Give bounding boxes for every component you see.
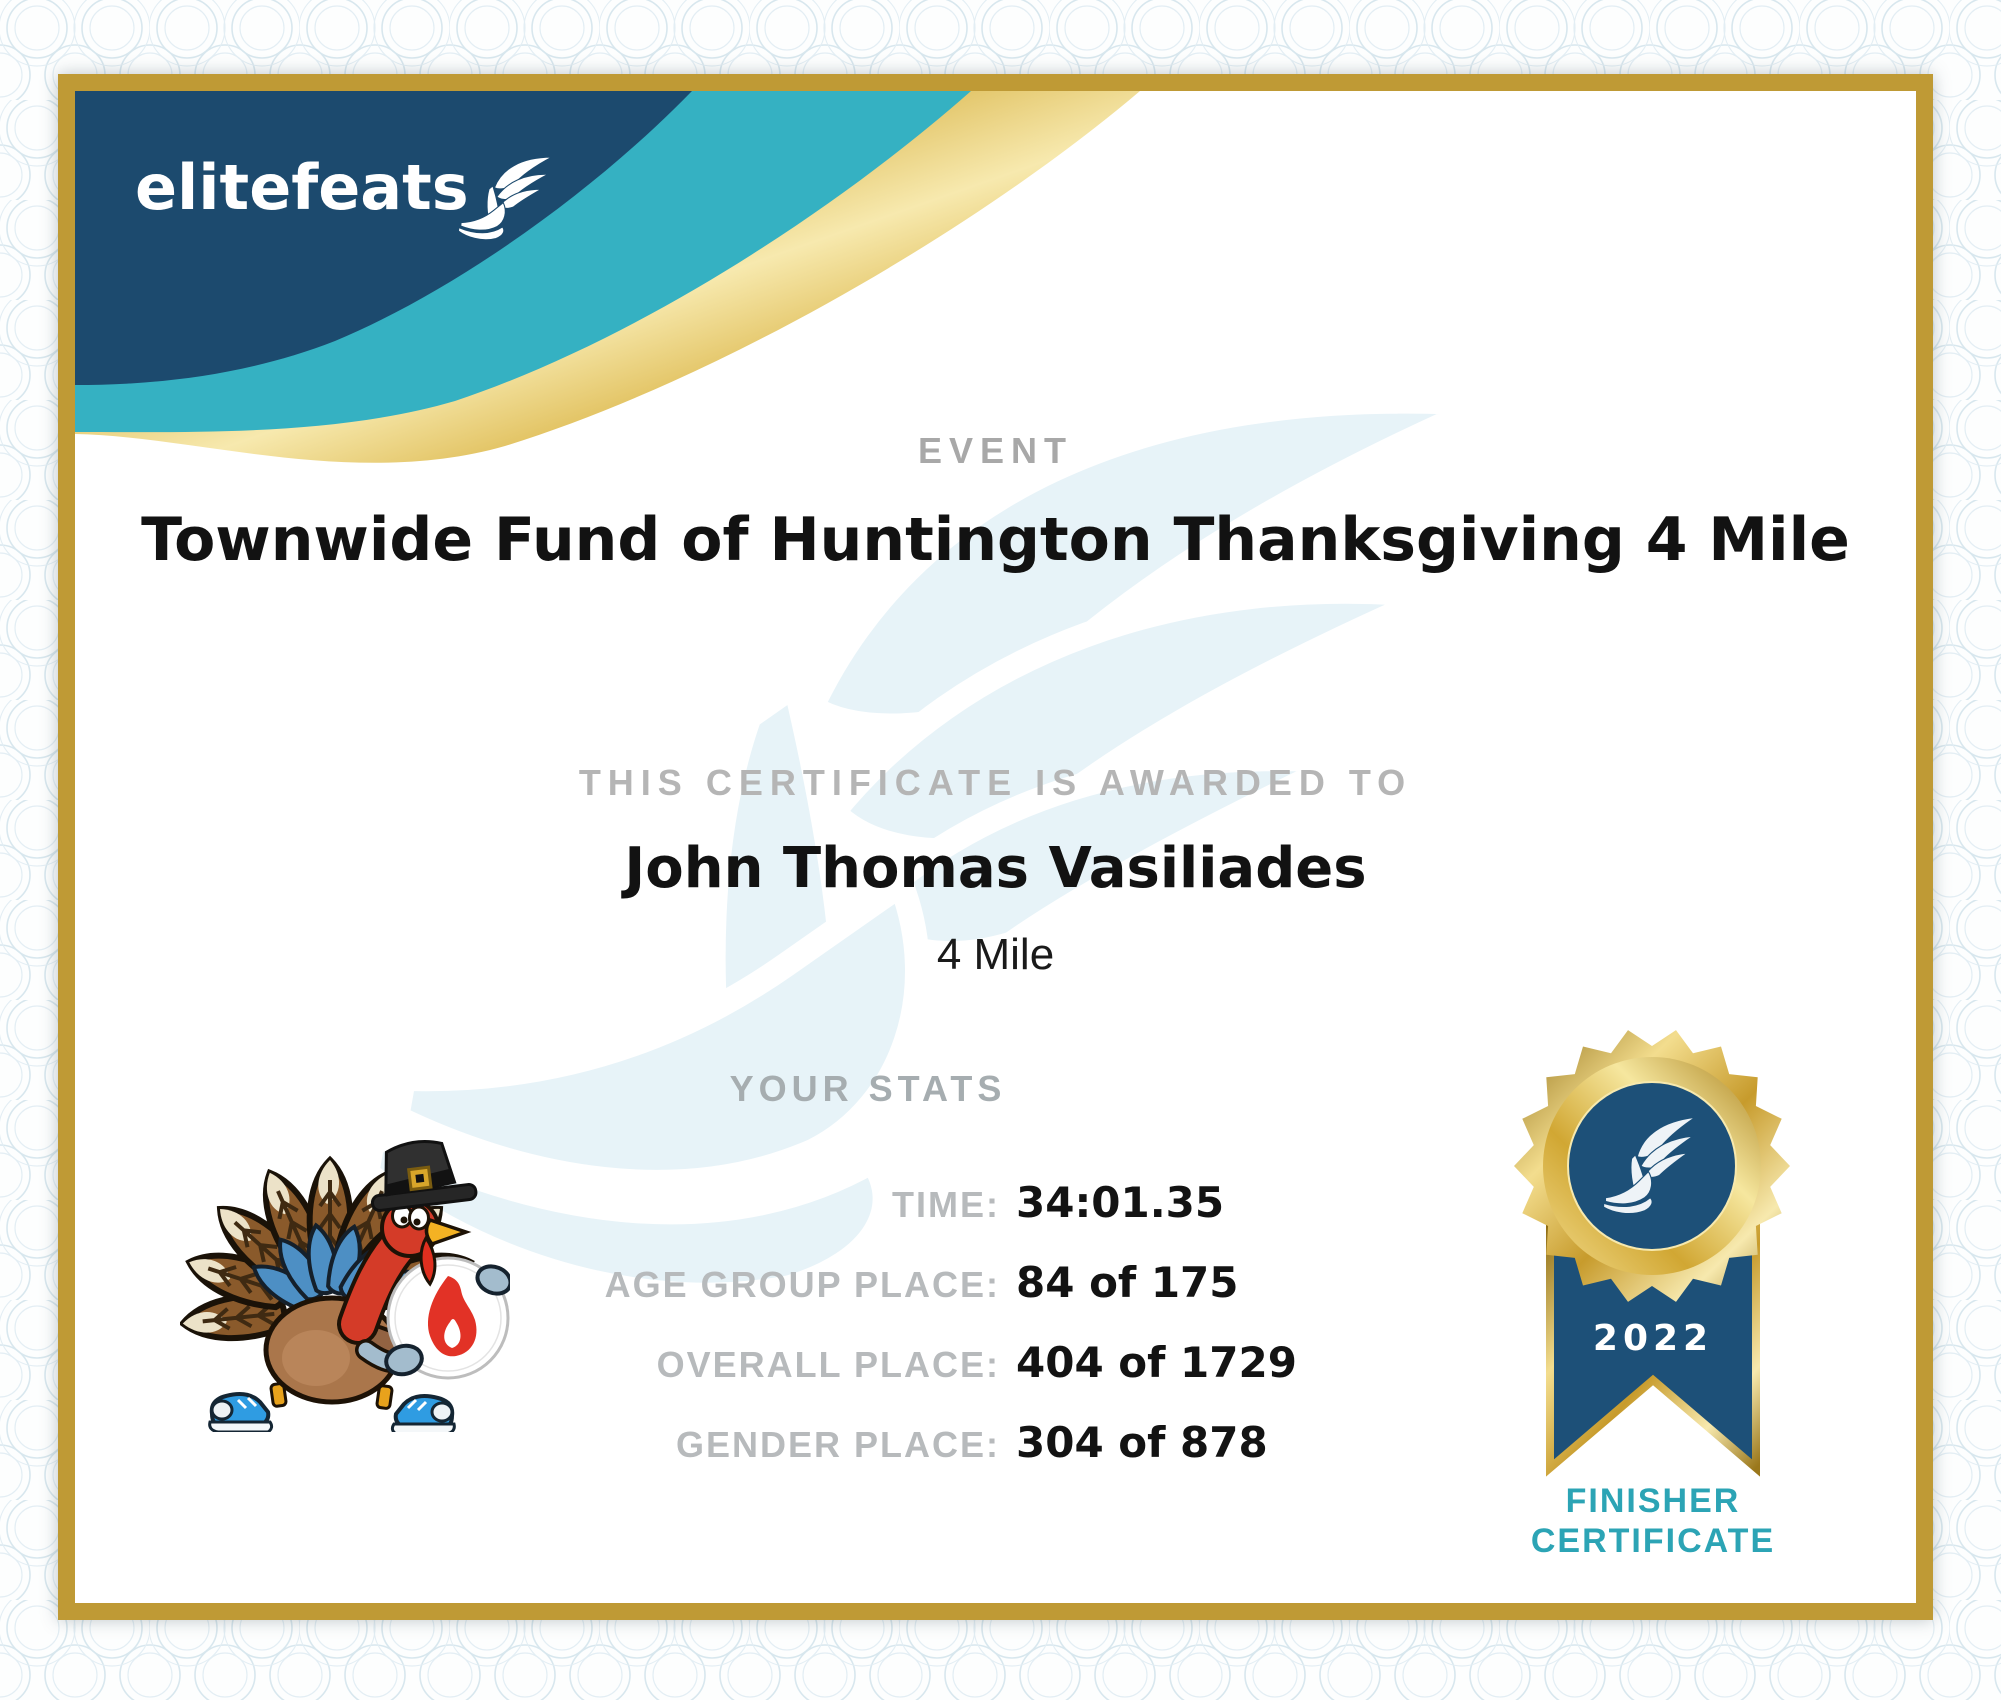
event-name: Townwide Fund of Huntington Thanksgiving 4 Mile bbox=[141, 505, 1850, 575]
right-sneaker bbox=[392, 1396, 454, 1432]
awarded-to-label: THIS CERTIFICATE IS AWARDED TO bbox=[578, 762, 1413, 803]
recipient-name: John Thomas Vasiliades bbox=[624, 836, 1367, 901]
brand-logo-text: elitefeats bbox=[135, 151, 469, 224]
certificate-frame bbox=[58, 74, 1933, 1620]
stat-value: 84 of 175 bbox=[1016, 1258, 1239, 1307]
turkey-runner-mascot bbox=[180, 1112, 510, 1432]
finisher-line1: FINISHER bbox=[1565, 1482, 1741, 1520]
stat-label: GENDER PLACE: bbox=[675, 1424, 1000, 1465]
finisher-caption bbox=[1463, 1481, 1843, 1561]
stat-value: 404 of 1729 bbox=[1016, 1338, 1297, 1387]
stat-label: OVERALL PLACE: bbox=[656, 1344, 1000, 1385]
badge-year: 2022 bbox=[1592, 1318, 1714, 1359]
certificate-body bbox=[75, 91, 1916, 1603]
event-label: EVENT bbox=[917, 430, 1074, 471]
stat-label: AGE GROUP PLACE: bbox=[604, 1264, 1000, 1305]
left-sneaker bbox=[210, 1394, 272, 1432]
gold-rosette-medal-icon bbox=[1503, 1018, 1803, 1488]
brand-logo bbox=[135, 143, 565, 323]
stat-label: TIME: bbox=[892, 1184, 1000, 1225]
your-stats-heading: YOUR STATS bbox=[729, 1068, 1007, 1109]
stat-value: 34:01.35 bbox=[1016, 1178, 1225, 1227]
race-distance: 4 Mile bbox=[936, 930, 1055, 979]
finisher-line2: CERTIFICATE bbox=[1530, 1522, 1776, 1560]
stat-value: 304 of 878 bbox=[1016, 1418, 1268, 1467]
winged-foot-icon bbox=[451, 132, 567, 264]
